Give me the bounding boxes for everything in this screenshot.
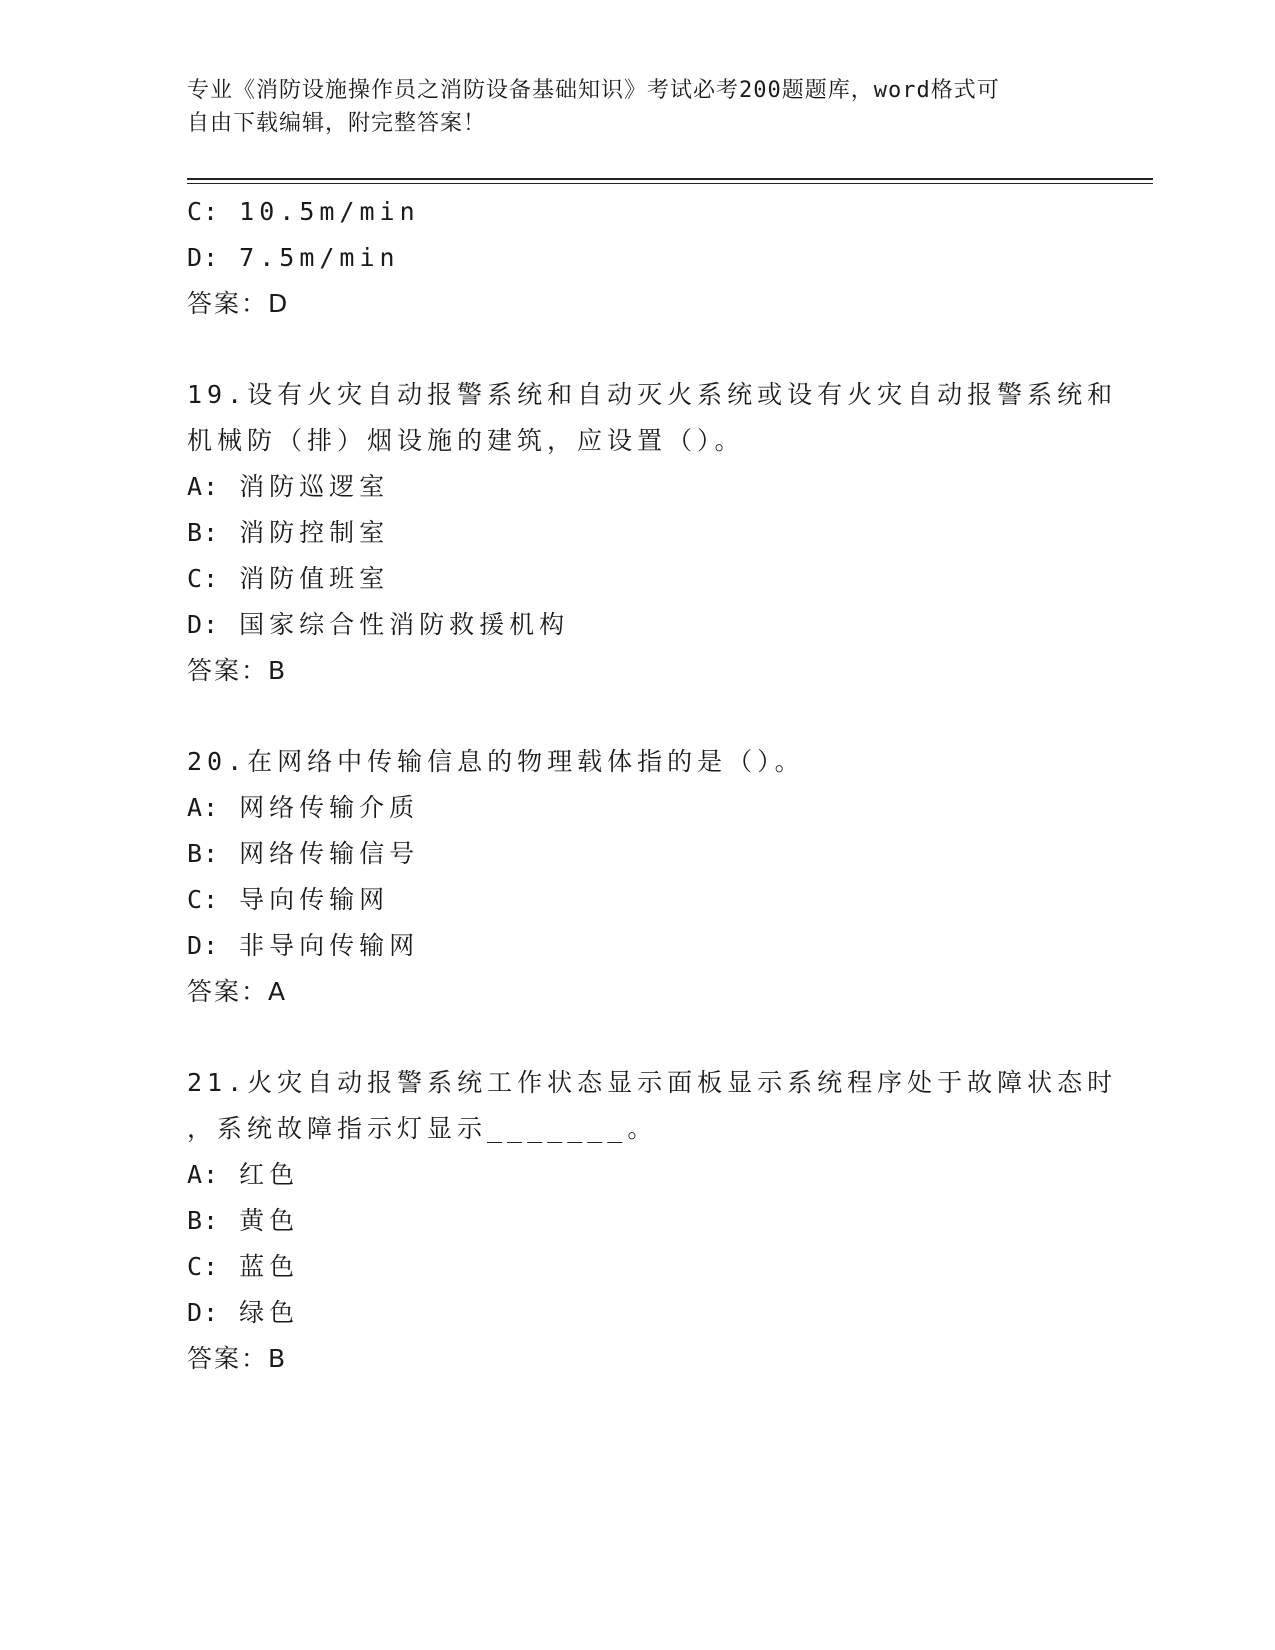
option-text: 消防巡逻室 — [239, 472, 390, 501]
answer-line: 答案：A — [187, 977, 288, 1006]
option-letter: C: — [187, 885, 220, 914]
option-text: 绿色 — [239, 1298, 300, 1327]
option-a — [187, 464, 1153, 510]
option-text: 10.5m/min — [239, 197, 420, 226]
option-text: 国家综合性消防救援机构 — [239, 610, 570, 639]
option-d — [187, 235, 1153, 281]
question-stem-line-1: 20.在网络中传输信息的物理载体指的是（）。 — [187, 747, 805, 776]
option-c — [187, 1244, 1153, 1290]
option-letter: D: — [187, 243, 220, 272]
header-divider — [187, 178, 1153, 184]
option-d — [187, 923, 1153, 969]
question-stem-line-1: 19.设有火灾自动报警系统和自动灭火系统或设有火灾自动报警系统和 — [187, 380, 1118, 409]
option-letter: A: — [187, 1160, 220, 1189]
option-a — [187, 1152, 1153, 1198]
header-line-1: 专业《消防设施操作员之消防设备基础知识》考试必考200题题库，word格式可 — [187, 78, 1000, 103]
question-19 — [187, 372, 1153, 694]
option-text: 非导向传输网 — [239, 931, 420, 960]
document-page — [187, 0, 1153, 1650]
option-text: 黄色 — [239, 1206, 300, 1235]
answer-line: 答案：D — [187, 289, 290, 318]
option-letter: C: — [187, 197, 220, 226]
question-stem-line-2: 机械防（排）烟设施的建筑，应设置（）。 — [187, 426, 745, 455]
option-letter: C: — [187, 564, 220, 593]
option-text: 红色 — [239, 1160, 300, 1189]
option-text: 导向传输网 — [239, 885, 390, 914]
option-text: 7.5m/min — [239, 243, 400, 272]
option-b — [187, 1198, 1153, 1244]
spacer — [187, 694, 1153, 739]
option-b — [187, 831, 1153, 877]
question-21 — [187, 1060, 1153, 1382]
option-letter: D: — [187, 1298, 220, 1327]
option-letter: B: — [187, 1206, 220, 1235]
question-stem-line-2: ，系统故障指示灯显示_______。 — [187, 1114, 658, 1143]
option-letter: D: — [187, 610, 220, 639]
document-header — [187, 74, 1087, 140]
question-20 — [187, 739, 1153, 1015]
option-letter: A: — [187, 793, 220, 822]
answer-line: 答案：B — [187, 1344, 288, 1373]
spacer — [187, 1015, 1153, 1060]
option-text: 蓝色 — [239, 1252, 300, 1281]
option-c — [187, 556, 1153, 602]
option-text: 网络传输介质 — [239, 793, 420, 822]
option-b — [187, 510, 1153, 556]
question-18-tail — [187, 189, 1153, 327]
option-letter: B: — [187, 839, 220, 868]
header-line-2: 自由下载编辑，附完整答案！ — [187, 111, 487, 136]
option-a — [187, 785, 1153, 831]
option-c — [187, 877, 1153, 923]
option-d — [187, 602, 1153, 648]
option-text: 网络传输信号 — [239, 839, 420, 868]
option-letter: B: — [187, 518, 220, 547]
document-body — [187, 189, 1153, 1382]
question-stem-line-1: 21.火灾自动报警系统工作状态显示面板显示系统程序处于故障状态时 — [187, 1068, 1118, 1097]
spacer — [187, 327, 1153, 372]
option-letter: A: — [187, 472, 220, 501]
option-text: 消防控制室 — [239, 518, 390, 547]
option-d — [187, 1290, 1153, 1336]
option-letter: D: — [187, 931, 220, 960]
option-text: 消防值班室 — [239, 564, 390, 593]
answer-line: 答案：B — [187, 656, 288, 685]
option-letter: C: — [187, 1252, 220, 1281]
option-c — [187, 189, 1153, 235]
